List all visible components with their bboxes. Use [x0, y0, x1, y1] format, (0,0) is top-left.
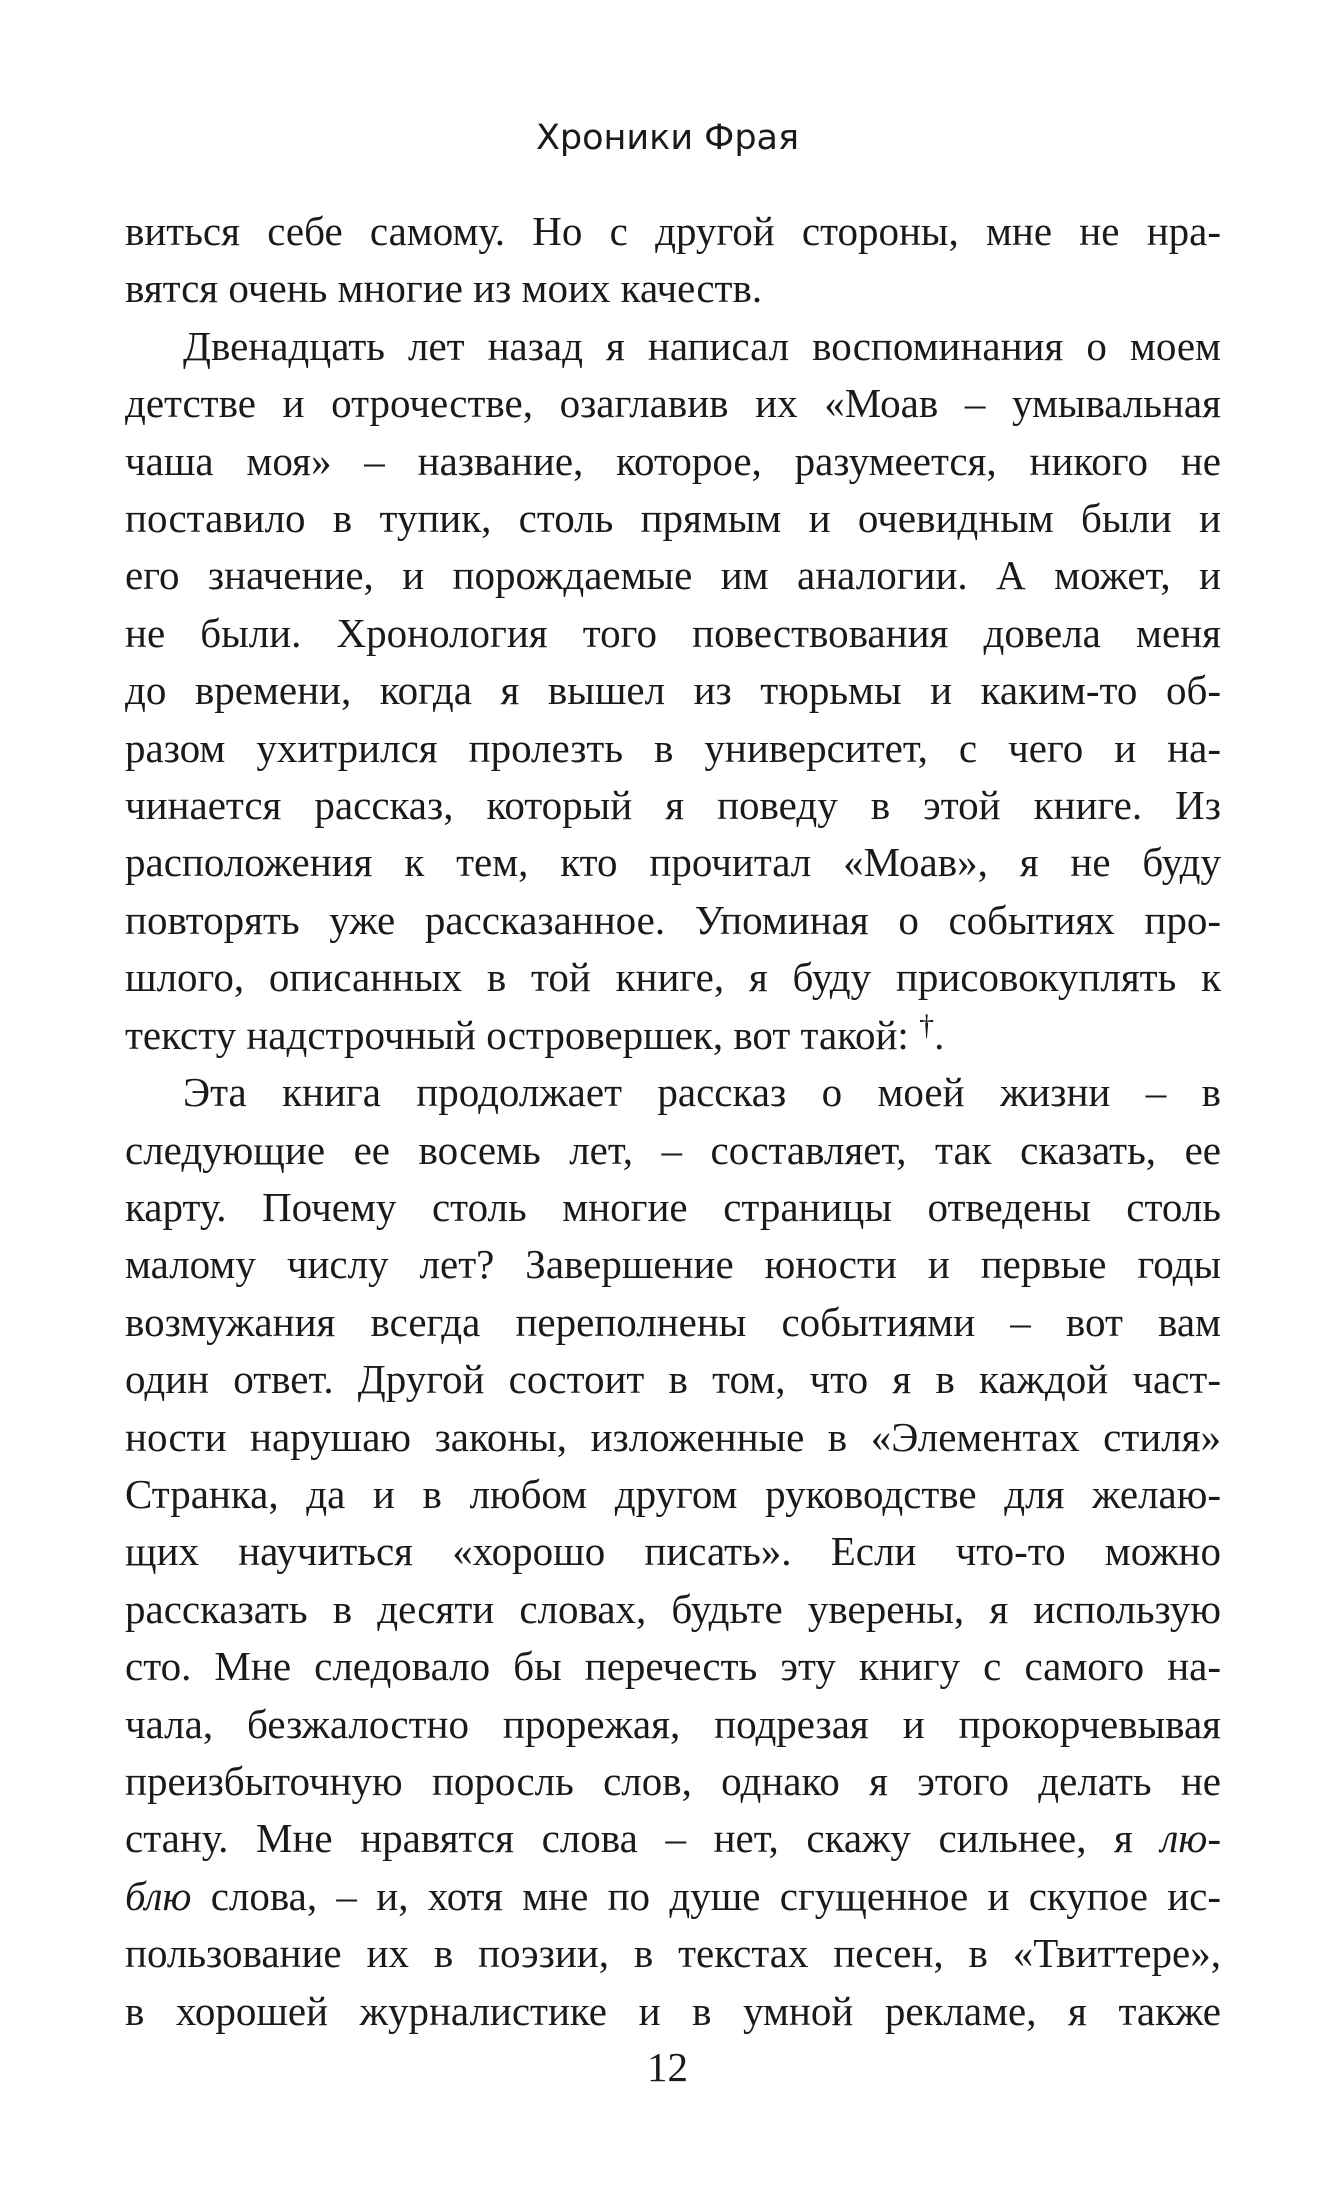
text-line: расположения к тем, кто прочитал «Моав», я не буду [125, 839, 1221, 886]
dagger-mark: † [919, 1008, 935, 1042]
paragraph-3 [125, 1064, 1221, 2040]
running-header: Хроники Фрая [535, 118, 800, 158]
text-line: Двенадцать лет назад я написал воспоминания о моем [183, 322, 1221, 369]
line-text: стану. Мне нравятся слова – нет, скажу сильнее, я [125, 1815, 1161, 1862]
text-line: малому числу лет? Завершение юности и первые годы [125, 1241, 1221, 1288]
body-text [125, 203, 1221, 2040]
text-line: карту. Почему столь многие страницы отведены столь [125, 1183, 1221, 1230]
paragraph-1 [125, 203, 1221, 318]
text-line: сто. Мне следовало бы перечесть эту книгу с самого на- [125, 1643, 1221, 1690]
italic-word: лю- [1160, 1815, 1221, 1862]
text-line: рассказать в десяти словах, будьте уверены, я использую [125, 1585, 1221, 1632]
text-line: не были. Хронология того повествования довела меня [125, 609, 1221, 656]
text-line: вятся очень многие из моих качеств. [125, 265, 763, 312]
text-line: повторять уже рассказанное. Упоминая о событиях про- [125, 896, 1221, 943]
page-number: 12 [647, 2044, 688, 2090]
text-line: чаша моя» – название, которое, разумеется, никого не [125, 437, 1221, 484]
text-line: чинается рассказ, который я поведу в этой книге. Из [125, 782, 1221, 829]
text-line: один ответ. Другой состоит в том, что я в каждой част- [125, 1356, 1221, 1403]
text-line: чала, безжалостно прорежая, подрезая и прокорчевывая [125, 1700, 1221, 1747]
text-line: следующие ее восемь лет, – составляет, так сказать, ее [125, 1126, 1221, 1173]
text-line: до времени, когда я вышел из тюрьмы и каким-то об- [125, 667, 1221, 714]
text-line [125, 1868, 1221, 1925]
text-line: его значение, и порождаемые им аналогии. А может, и [125, 552, 1221, 599]
text-line: преизбыточную поросль слов, однако я этого делать не [125, 1757, 1221, 1804]
text-line: разом ухитрился пролезть в университет, с чего и на- [125, 724, 1221, 771]
text-line: шлого, описанных в той книге, я буду присовокуплять к [125, 954, 1221, 1001]
text-line: щих научиться «хорошо писать». Если что-то можно [125, 1528, 1221, 1575]
text-line: Эта книга продолжает рассказ о моей жизни – в [183, 1069, 1221, 1116]
text-line [125, 1007, 1221, 1064]
text-line: детстве и отрочестве, озаглавив их «Моав – умывальная [125, 380, 1221, 427]
text-line: ности нарушаю законы, изложенные в «Элементах стиля» [125, 1413, 1221, 1460]
line-text: слова, – и, хотя мне по душе сгущенное и скупое ис- [191, 1872, 1221, 1919]
text-line: возмужания всегда переполнены событиями – вот вам [125, 1298, 1221, 1345]
text-line: поставило в тупик, столь прямым и очевидным были и [125, 495, 1221, 542]
line-text: тексту надстрочный островершек, вот такой: [125, 1011, 920, 1058]
text-line: пользование их в поэзии, в текстах песен, в «Твиттере», [125, 1930, 1221, 1977]
text-line: Странка, да и в любом другом руководстве для желаю- [125, 1470, 1221, 1517]
text-line: виться себе самому. Но с другой стороны, мне не нра- [125, 208, 1221, 254]
line-end: . [934, 1011, 945, 1058]
italic-word: блю [125, 1872, 192, 1919]
paragraph-2 [125, 318, 1221, 1064]
text-line: в хорошей журналистике и в умной рекламе, я также [125, 1987, 1221, 2034]
text-line [125, 1810, 1221, 1867]
